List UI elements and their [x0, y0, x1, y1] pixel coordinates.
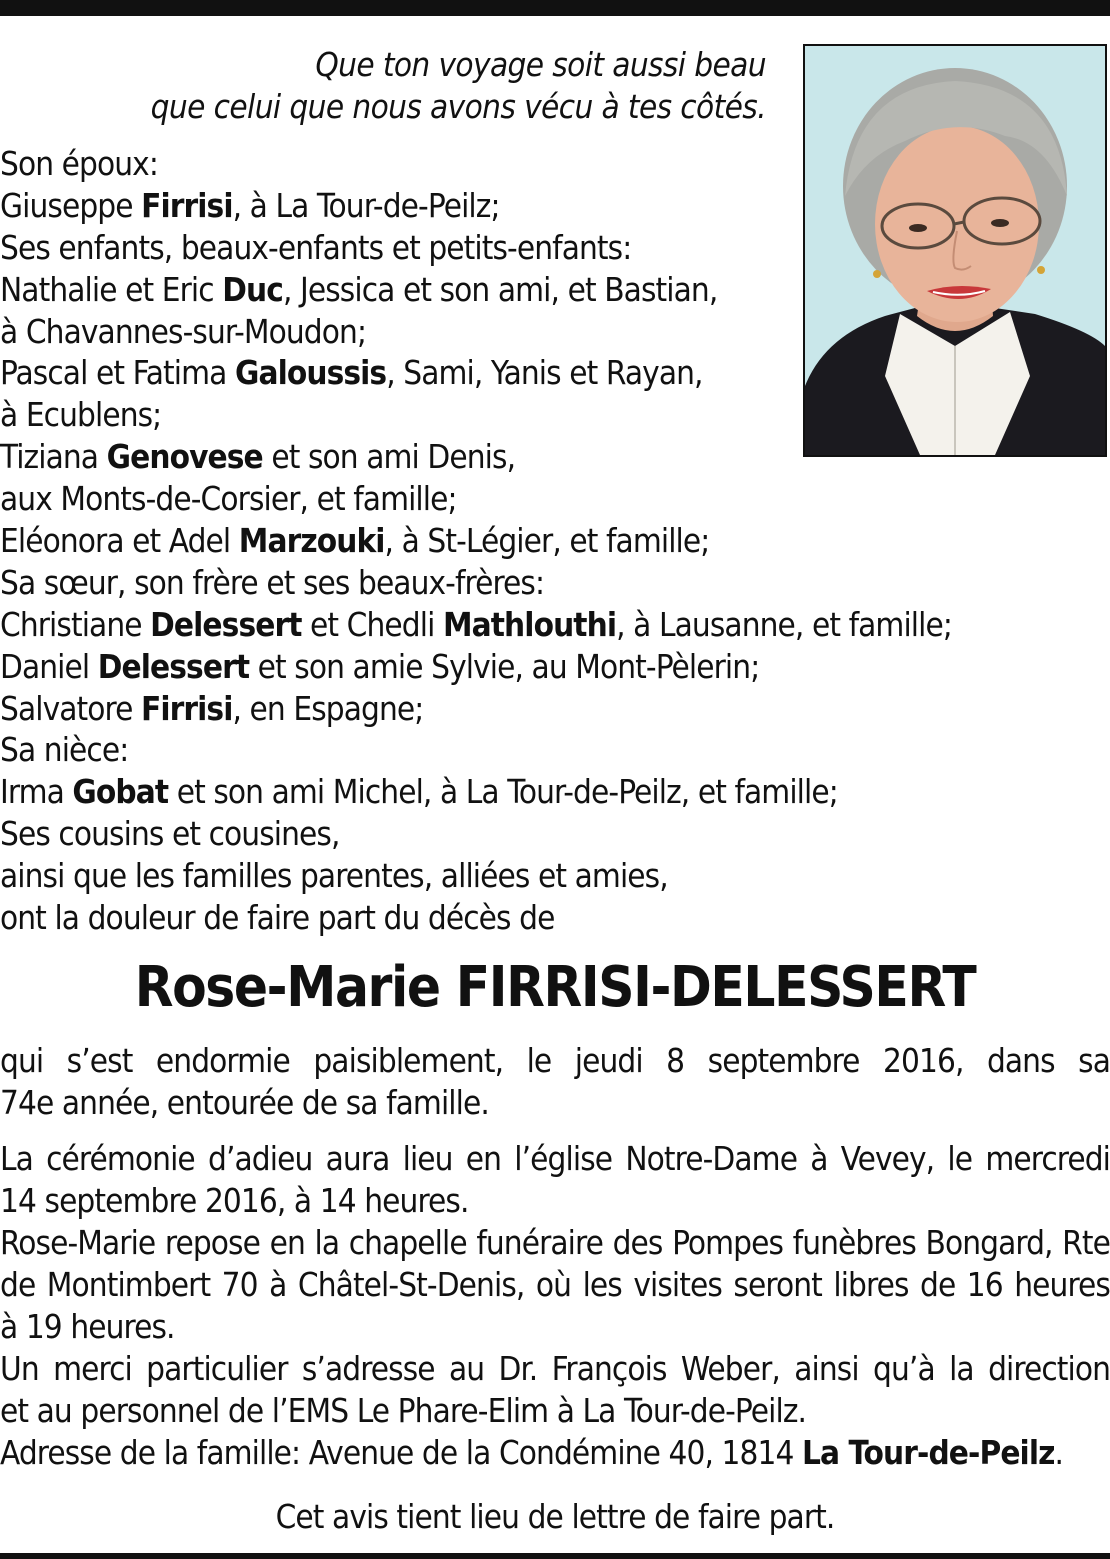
details-paragraph [0, 1138, 1110, 1474]
family-line [0, 436, 1010, 478]
family-surname: Duc [222, 269, 283, 309]
family-text: et son ami Denis, [262, 437, 516, 477]
top-rule [0, 0, 1110, 16]
family-text: ainsi que les familles parentes, alliées et amies, [0, 856, 668, 896]
family-text: , Sami, Yanis et Rayan, [386, 353, 703, 393]
family-text: Ses enfants, beaux-enfants et petits-enfants: [0, 227, 632, 267]
family-text: Giuseppe [0, 185, 142, 225]
family-list [0, 143, 1010, 939]
family-surname: Marzouki [238, 521, 385, 561]
thanks-line-1: Un merci particulier s’adresse au Dr. François Weber, ainsi qu’à la direction [0, 1349, 1110, 1388]
family-line [0, 897, 1010, 939]
family-line [0, 478, 1010, 520]
family-line [0, 311, 1010, 353]
family-line [0, 604, 1010, 646]
family-text: , à La Tour-de-Peilz; [232, 185, 500, 225]
address-suffix: . [1054, 1433, 1063, 1472]
family-text: Sa sœur, son frère et ses beaux-frères: [0, 562, 545, 602]
repose-line-2: de Montimbert 70 à Châtel-St-Denis, où les visites seront libres de 16 heures [0, 1265, 1110, 1304]
family-line [0, 143, 1010, 185]
family-text: à Ecublens; [0, 395, 162, 435]
family-line [0, 813, 1010, 855]
repose-line-1: Rose-Marie repose en la chapelle funéraire des Pompes funèbres Bongard, Rte [0, 1223, 1110, 1262]
family-line [0, 771, 1010, 813]
family-text: , en Espagne; [232, 688, 424, 728]
family-text: Nathalie et Eric [0, 269, 223, 309]
family-text: Eléonora et Adel [0, 521, 239, 561]
family-surname: Mathlouthi [442, 604, 617, 644]
family-text: Sa nièce: [0, 730, 129, 770]
ceremony-line-1: La cérémonie d’adieu aura lieu en l’église Notre-Dame à Vevey, le mercredi [0, 1139, 1110, 1178]
family-surname: Gobat [72, 772, 169, 812]
ceremony-line-2: 14 septembre 2016, à 14 heures. [0, 1181, 469, 1220]
family-text: Salvatore [0, 688, 142, 728]
family-text: et son amie Sylvie, au Mont-Pèlerin; [249, 646, 760, 686]
family-line [0, 520, 1010, 562]
family-surname: Delessert [150, 604, 302, 644]
family-text: Tiziana [0, 437, 107, 477]
family-line [0, 855, 1010, 897]
family-text: Pascal et Fatima [0, 353, 235, 393]
family-text: ont la douleur de faire part du décès de [0, 898, 555, 938]
family-line [0, 227, 1010, 269]
address-prefix: Adresse de la famille: Avenue de la Condémine 40, 1814 [0, 1433, 802, 1472]
family-text: , Jessica et son ami, et Bastian, [282, 269, 718, 309]
bottom-rule [0, 1553, 1110, 1559]
family-text: Ses cousins et cousines, [0, 814, 340, 854]
family-line [0, 562, 1010, 604]
repose-line-3: à 19 heures. [0, 1307, 175, 1346]
death-notice-paragraph [0, 1040, 1110, 1124]
family-surname: Galoussis [234, 353, 387, 393]
family-surname: Firrisi [141, 185, 233, 225]
family-text: Son époux: [0, 144, 158, 183]
family-surname: Firrisi [141, 688, 233, 728]
family-text: à Chavannes-sur-Moudon; [0, 311, 367, 351]
family-line [0, 185, 1010, 227]
family-text: Christiane [0, 604, 151, 644]
family-text: , à Lausanne, et famille; [616, 604, 952, 644]
death-notice-line-1: qui s’est endormie paisiblement, le jeudi 8 septembre 2016, dans sa [0, 1041, 1110, 1080]
quote-line-1: Que ton voyage soit aussi beau [315, 45, 766, 84]
family-text: , à St-Légier, et famille; [384, 521, 710, 561]
family-text: aux Monts-de-Corsier, et famille; [0, 479, 457, 519]
family-text: Daniel [0, 646, 98, 686]
thanks-line-2: et au personnel de l’EMS Le Phare-Elim à La Tour-de-Peilz. [0, 1391, 807, 1430]
family-text: Irma [0, 772, 73, 812]
death-notice-line-2: 74e année, entourée de sa famille. [0, 1083, 489, 1122]
quote-line-2: que celui que nous avons vécu à tes côtés. [150, 87, 766, 126]
family-surname: Delessert [97, 646, 250, 686]
family-surname: Genovese [106, 437, 263, 477]
closing-note: Cet avis tient lieu de lettre de faire part. [275, 1497, 835, 1536]
family-line [0, 394, 1010, 436]
family-line [0, 646, 1010, 688]
deceased-name: Rose-Marie FIRRISI-DELESSERT [134, 955, 976, 1020]
epigraph-quote [66, 44, 766, 128]
family-text: et Chedli [301, 604, 443, 644]
family-address [0, 1432, 1110, 1474]
family-line [0, 729, 1010, 771]
family-line [0, 352, 1010, 394]
family-text: et son ami Michel, à La Tour-de-Peilz, et famille; [168, 772, 838, 812]
address-city: La Tour-de-Peilz [801, 1433, 1055, 1472]
family-line [0, 688, 1010, 730]
family-line [0, 269, 1010, 311]
